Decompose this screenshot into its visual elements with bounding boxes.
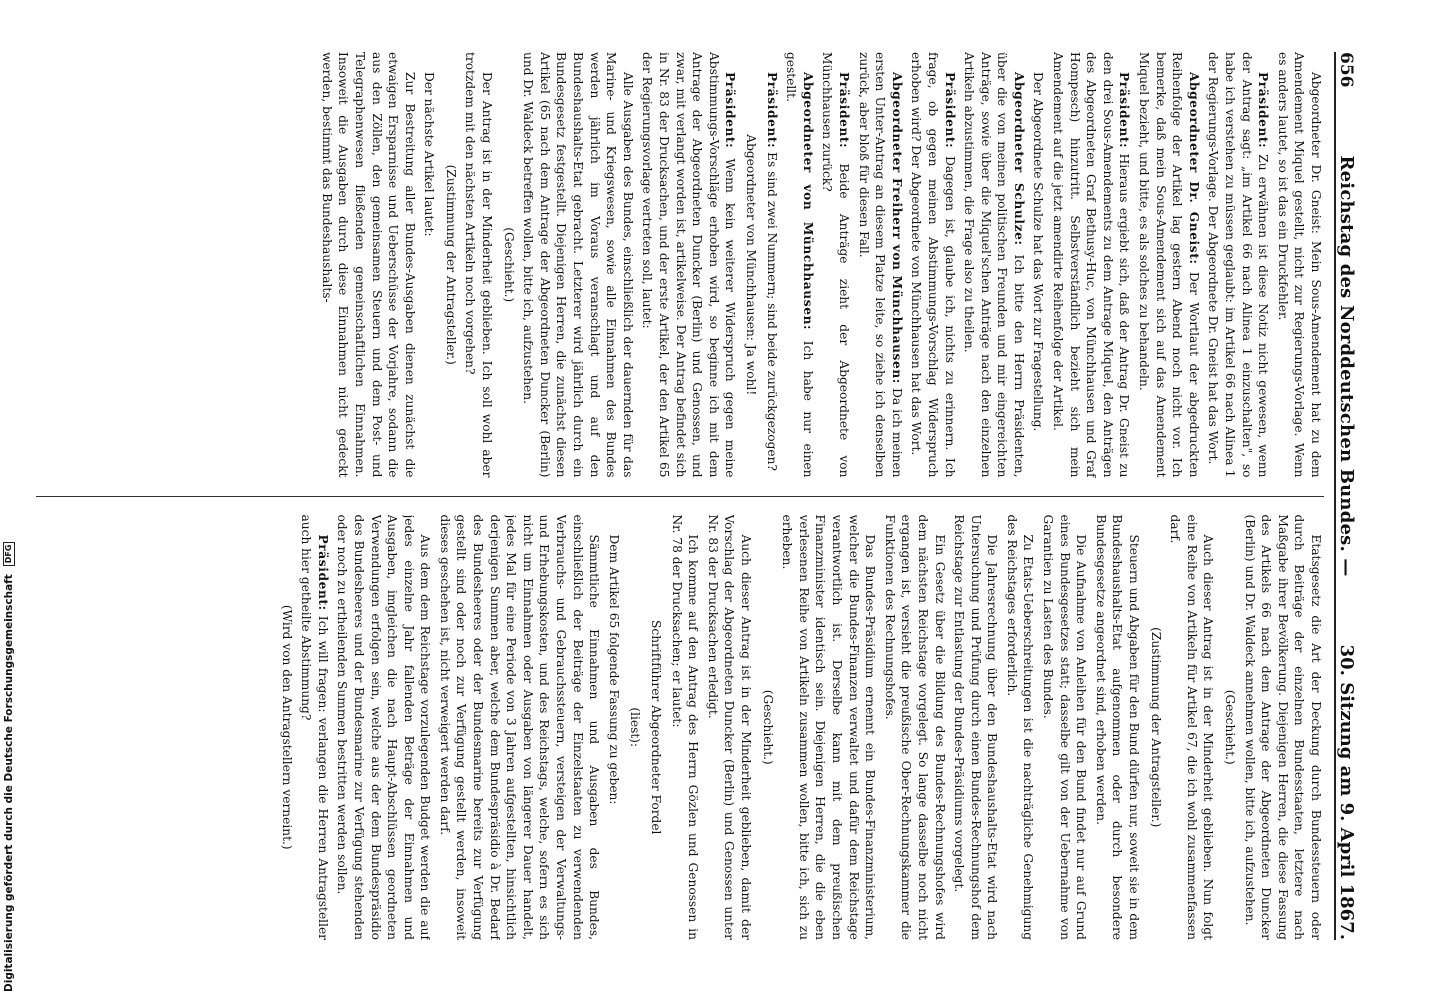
column-divider — [36, 496, 1324, 497]
paragraph-text: (Zustimmung der Antragsteller.) — [1148, 627, 1163, 828]
stage-note — [759, 515, 776, 941]
paragraph-text: Das Bundes-Präsidium ernennt ein Bundes-Finanzministerium, welcher die Bundes-Finanzen verwaltet und dafür dem Reichstage verantwortlich ist. Derselbe kann mit dem preußischen Finanzminister identisch sein. Diejenigen Herren, die die eben verlesenen Reihe von Artikeln zusammen wollen, bitte ich, sich zu erheben. — [780, 514, 878, 940]
paragraph — [763, 52, 780, 478]
speaker-name: Präsident: — [1117, 72, 1132, 149]
paragraph-text: Steuern und Abgaben für den Bund dürfen nur, soweit sie in dem Bundeshaushalts-Etat aufgenommen oder durch besondere Bundesgesetze angeordnet sind, erhoben werden. — [1093, 514, 1142, 940]
paragraph — [1274, 52, 1324, 478]
speaker-name: Abgeordneter Schulze: — [1011, 72, 1026, 246]
speaker-name: Präsident: — [1256, 72, 1271, 149]
paragraph-text: Auch dieser Antrag ist in der Minderheit geblieben, damit der Vorschlag der Abgeordneten Duncker (Berlin) und Genossen unter Nr. 83 der Drucksachen erledigt. — [705, 514, 753, 940]
paragraph-text: Hieraus ergiebt sich, daß der Antrag Dr. Gneist zu den drei Sous-Amendements zu dem Antrage Miquel, den Anträgen des Abgeordneten Graf Bethusy-Huc, von Münchhausen und Graf Hompesch) hinzutritt. Selbstverständlich bezieht sich mein Amendement auf die jetzt amendirte Reihenfolge der Artikel. — [1051, 52, 1132, 478]
paragraph-text: Schriftführer Abgeordneter Fordel — [649, 620, 664, 835]
paragraph — [298, 515, 331, 941]
paragraph-text: Ich will fragen: verlangen die Herren Antragsteller auch hier getheilte Abstimmung? — [299, 514, 330, 940]
digitization-credit — [2, 0, 16, 1000]
paragraph — [1003, 515, 1036, 941]
paragraph-text: (Geschieht.) — [760, 689, 775, 765]
paragraph — [1135, 52, 1201, 478]
stage-note — [500, 52, 517, 478]
paragraph — [1030, 52, 1047, 478]
paragraph-text: Der nächste Artikel lautet: — [422, 72, 437, 237]
paragraph-text: Ich habe nur einen gestellt. — [784, 52, 815, 478]
paragraph-text: (Zustimmung der Antragsteller.) — [443, 164, 458, 365]
paragraph — [1092, 515, 1142, 941]
paragraph-text: Auch dieser Antrag ist in der Minderheit geblieben. Nun folgt eine Reihe von Artikeln für Artikel 67, die ich wohl zusammenfassen darf. — [1168, 514, 1216, 940]
paragraph — [462, 52, 495, 478]
speaker-name: Präsident: — [836, 72, 851, 149]
paragraph — [783, 52, 816, 478]
paragraph — [881, 515, 947, 941]
paragraph-text: Die Aufnahme von Anleihen für den Bund findet nur auf Grund eines Bundesgesetzes statt; dasselbe gilt von der Uebernahme von Garantien zu Lasten des Bundes. — [1041, 514, 1089, 940]
stage-note — [278, 515, 295, 941]
paragraph-text: Beide Anträge zieht der Abgeordnete von Münchhausen zurück? — [820, 52, 851, 478]
paragraph-text: Ich komme auf den Antrag des Herrn Gözlen und Genossen in Nr. 78 der Drucksachen; er lautet: — [669, 514, 701, 940]
paragraph-text: Der Antrag ist in der Minderheit geblieben. Ich soll wohl aber trotzdem mit den nächsten Artikeln noch vorgehen? — [463, 52, 495, 478]
paragraph — [436, 515, 602, 941]
paragraph-text: (Geschieht.) — [501, 227, 516, 303]
paragraph — [779, 515, 879, 941]
stage-note — [442, 52, 459, 478]
paragraph — [605, 515, 622, 941]
centered-line — [742, 52, 759, 478]
left-column — [36, 52, 1324, 478]
speaker-name: Präsident: — [942, 72, 957, 149]
paragraph-text: Sämmtliche Einnahmen und Ausgaben des Bundes, einschließlich der Beiträge der Einzelstaaten zu verwendenden Verbrauchs- und Gebrauchssteuern, versteigen der Verwaltungs- und Erhebungskosten, und des Reichstags, welche, sofern es sich nicht um Einnahmen oder Ausgaben von längerer Dauer handelt, jedes Mal für eine Periode von 3 Jahren aufgestellten, hinsichtlich derjenigen Summen aber, welche dem Bundespräsidio à Dr. Bedarf des Bundesheeres oder der Bundesmarine bereits zur Verfügung gestellt sind oder noch zur Verfügung gestellt werden, insoweit dieses geschehen ist, nicht verweigert werden darf. — [437, 514, 602, 940]
paragraph-text: Ein Gesetz über die Bildung des Bundes-Rechnungshofes wird dem nächsten Reichstage vorgelegt. So lange dasselbe noch nicht ergangen ist, versieht die preußische Ober-Rechnungskammer die Funktionen des Rechnungshofes. — [882, 514, 947, 940]
paragraph-text: Da ich meinen ersten Unter-Antrag an diesem Platze leite, so ziehe ich denselben zurück, aber bloß für diesen Fall. — [856, 52, 904, 478]
paragraph — [1241, 515, 1324, 941]
paragraph — [1167, 515, 1217, 941]
paragraph-text: (liest): — [628, 707, 643, 748]
paragraph — [421, 52, 438, 478]
paragraph-text: Zu erwähnen ist diese Notiz nicht gewesen, wenn der Antrag sagt: „im Artikel 66 nach Alinea 1 einzuschalten", so habe ich verstehen zu müssen geglaubt: im Artikel 66 nach Alinea 1 der Regierungs-Vorlage. Der Abgeordnete Dr. Gneist hat das Wort. — [1206, 52, 1271, 478]
session-date: 30. Sitzung am 9. April 1867. — [1336, 644, 1357, 940]
paragraph — [961, 52, 1027, 478]
paragraph — [819, 52, 852, 478]
paragraph-text: Die Jahresrechnung über den Bundeshaushalts-Etat wird nach Untersuchung und Prüfung durch einen Bundes-Rechnungshof dem Reichstage zur Entlastung der Bundes-Präsidiums vorgelegt. — [952, 514, 1000, 940]
stage-note — [627, 515, 644, 941]
page-header — [1334, 52, 1372, 940]
paragraph-text: Der Wortlaut der abgedruckten Reihenfolge der Artikel lag gestern Abend noch nicht vor. Ich bemerke, daß mein Sous-Amendement sich auf das Amendement Miquel bezieht, und bitte, es als solches zu behandeln. — [1137, 52, 1201, 478]
paragraph-text: Zu Etats-Ueberschreitungen ist die nachträgliche Genehmigung des Reichstages erforderlich. — [1004, 514, 1036, 940]
right-column — [36, 515, 1324, 941]
speaker-name: Präsident: — [723, 72, 738, 149]
text-columns — [36, 52, 1324, 940]
paragraph — [318, 52, 418, 478]
paragraph — [1040, 515, 1090, 941]
paragraph-text: Abgeordneter Dr. Gneist: Mein Sous-Amendement hat zu dem Amendement Miquel gestellt, nicht zur Regierungs-Vorlage. Wenn es anders lautet, so ist das ein Druckfehler. — [1275, 52, 1323, 478]
paragraph-text: Wenn kein weiterer Widerspruch gegen meine Abstimmungs-Vorschläge erhoben wird, so beginne ich mit dem Antrage der Abgeordneten Duncker (Berlin) und Genossen, und zwar, mit verlangt worden ist, artikelweise. Der Antrag befindet sich in Nr. 83 der Drucksachen, und der erste Artikel, der den Artikel 65 der Regierungsvorlage vertreten soll, lautet: — [640, 52, 738, 478]
credit-text: Digitalisierung gefördert durch die Deutsche Forschungsgemeinschaft — [3, 574, 15, 992]
paragraph — [1050, 52, 1133, 478]
paragraph — [639, 52, 739, 478]
paragraph-text: (Geschieht.) — [1223, 689, 1238, 765]
speaker-name: Präsident: — [315, 534, 330, 611]
paragraph-text: Aus dem dem Reichstage vorzulegenden Budget werden die auf jedes einzelne Jahr fallenden Beträge der Einnahmen und Ausgaben, imgleichen die nach Haupt-Abschlüssen geordneten Verwendungen erfolgen sein, welche aus der dem Bundespräsidio des Bundesheeres und der Bundesmarine zur Verfügung stehenden oder noch zu ertheilenden Summen bestritten werden sollen. — [335, 514, 433, 940]
paragraph — [520, 52, 636, 478]
paragraph-text: Der Abgeordnete Schulze hat das Wort zur Fragestellung. — [1031, 72, 1046, 432]
stage-note — [1221, 515, 1238, 941]
publication-title: Reichstag des Norddeutschen Bundes. — — [1336, 155, 1357, 577]
paragraph — [908, 52, 958, 478]
paragraph-text: Zur Bestreitung aller Bundes-Ausgaben dienen zunächst die etwaigen Ersparnisse und Ueberschüsse der Vorjahre, sodann die aus den Zöllen, den gemeinsamen Steuern und dem Post- und Telegraphenwesen fließenden gemeinschaftlichen Einnahmen. Insoweit die Ausgaben durch diese Einnahmen nicht gedeckt werden, bestimmt das Bundeshaushalts- — [319, 52, 417, 478]
speaker-name: Abgeordneter Dr. Gneist: — [1186, 72, 1201, 265]
centered-line — [647, 515, 664, 941]
page-number: 656 — [1336, 52, 1356, 88]
paragraph-text: Es sind zwei Nummern; sind beide zurückgezogen? — [764, 152, 779, 471]
speaker-name: Abgeordneter von Münchhausen: — [800, 72, 815, 331]
speaker-name: Präsident: — [764, 72, 779, 149]
paragraph-text: (Wird von den Antragstellern verneint.) — [279, 604, 294, 850]
paragraph-text: Etatsgesetz die Art der Deckung durch Bundessteuern oder durch Beiträge der einzelnen Bundesstaaten, letztere nach Maßgabe ihrer Bevölkerung. Diejenigen Herren, die diese Fassung des Artikels 66 nach dem Antrage der Abgeordneten Duncker (Berlin) und Dr. Waldeck annehmen wollen, bitte ich, aufzustehen. — [1242, 514, 1323, 940]
stage-note — [1147, 515, 1164, 941]
paragraph — [1205, 52, 1271, 478]
paragraph-text: Abgeordneter von Münchhausen: Ja wohl! — [744, 134, 758, 396]
paragraph — [334, 515, 434, 941]
paragraph-text: Alle Ausgaben des Bundes, einschließlich der dauernden für das Marine- und Kriegswesen, sowie alle Einnahmen des Bundes werden jährlich im Voraus veranschlagt und auf den Bundeshaushalts-Etat gebracht. Letzterer wird jährlich durch ein Bundesgesetz festgestellt. Diejenigen Herren, die zunächst diesen Artikel (65 nach dem Antrage der Abgeordneten Duncker (Berlin) und Dr. Waldeck betreffen wollen, bitte ich, aufzustehen. — [521, 52, 635, 478]
paragraph — [855, 52, 905, 478]
paragraph-text: Ich bitte den Herrn Präsidenten, über die von meinen politischen Freunden und mir eingereichten Anträge, sowie über die Miquel'schen Anträge nach den einzelnen Artikeln abzustimmen, die Frage also zu theilen. — [962, 52, 1026, 478]
paragraph — [668, 515, 701, 941]
paragraph-text: Dem Artikel 65 folgende Fassung zu geben: — [606, 534, 621, 805]
dfg-logo: DFG — [3, 542, 15, 567]
paragraph — [704, 515, 754, 941]
speaker-name: Abgeordneter Freiherr von Münchhausen: — [889, 72, 904, 384]
paragraph-text: Dagegen ist, glaube ich, nichts zu erinnern. Ich frage, ob gegen meinen Abstimmungs-Vorschlag Widerspruch erhoben wird? Der Abgeordnete von Münchhausen hat das Wort. — [909, 52, 957, 478]
paragraph — [951, 515, 1001, 941]
